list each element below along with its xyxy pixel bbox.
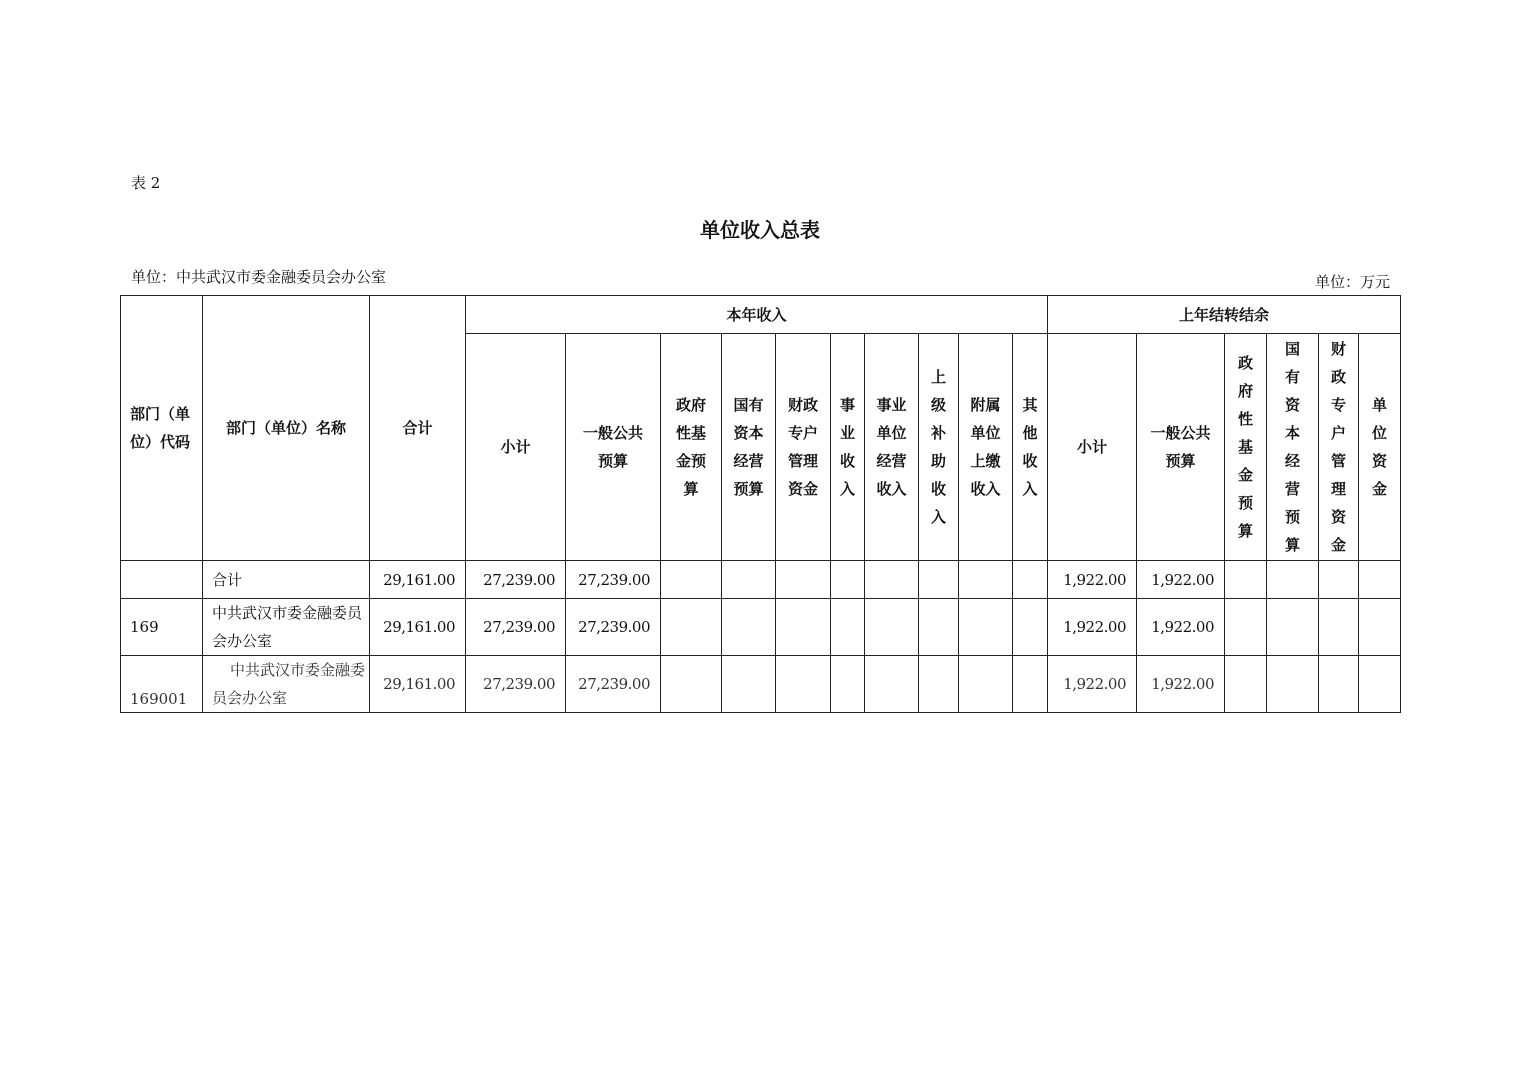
cell-carry-general: 1,922.00 [1137,599,1225,656]
header-current-year-income: 本年收入 [466,296,1048,334]
table-row-total [121,561,1401,599]
cell-carry-subtotal: 1,922.00 [1048,656,1137,713]
header-cur-fiscal-account-funds: 财政专户管理资金 [776,334,831,561]
header-cur-business-income: 事业收入 [831,334,865,561]
cell-cur-general: 27,239.00 [566,656,661,713]
cell-carry-general: 1,922.00 [1137,561,1225,599]
table-number-label: 表 2 [131,174,161,192]
header-carry-subtotal: 小计 [1048,334,1137,561]
currency-unit-label: 单位：万元 [1314,273,1390,291]
header-cur-general-budget: 一般公共预算 [566,334,661,561]
income-summary-table [120,295,1401,713]
cell-total: 29,161.00 [370,599,466,656]
header-dept-code: 部门（单位）代码 [121,296,203,561]
cell-carry-subtotal: 1,922.00 [1048,561,1137,599]
header-cur-superior-subsidy: 上级补助收入 [919,334,959,561]
header-cur-state-capital-budget: 国有资本经营预算 [722,334,776,561]
cell-name: 中共武汉市委金融委员会办公室 [203,599,370,656]
cell-cur-subtotal: 27,239.00 [466,656,566,713]
header-total: 合计 [370,296,466,561]
cell-total: 29,161.00 [370,656,466,713]
table-row-dept [121,599,1401,656]
cell-code: 169001 [121,656,203,713]
header-carry-unit-funds: 单位资金 [1359,334,1401,561]
cell-cur-subtotal: 27,239.00 [466,561,566,599]
header-cur-gov-fund-budget: 政府性基金预算 [661,334,722,561]
cell-cur-subtotal: 27,239.00 [466,599,566,656]
cell-carry-subtotal: 1,922.00 [1048,599,1137,656]
header-cur-other-income: 其他收入 [1013,334,1048,561]
cell-total: 29,161.00 [370,561,466,599]
cell-code: 169 [121,599,203,656]
header-carry-gov-fund-budget: 政府性基金预算 [1225,334,1267,561]
cell-name: 合计 [203,561,370,599]
header-cur-unit-operating-income: 事业单位经营收入 [865,334,919,561]
cell-code [121,561,203,599]
cell-cur-general: 27,239.00 [566,561,661,599]
header-carry-state-capital-budget: 国有资本经营预算 [1267,334,1319,561]
cell-cur-general: 27,239.00 [566,599,661,656]
page-title: 单位收入总表 [700,218,820,242]
table-row-unit [121,656,1401,713]
header-carryover: 上年结转结余 [1048,296,1401,334]
header-carry-general-budget: 一般公共预算 [1137,334,1225,561]
header-dept-name: 部门（单位）名称 [203,296,370,561]
header-cur-affiliate-remittance: 附属单位上缴收入 [959,334,1013,561]
header-carry-fiscal-account-funds: 财政专户管理资金 [1319,334,1359,561]
cell-name: 中共武汉市委金融委员会办公室 [203,656,370,713]
cell-carry-general: 1,922.00 [1137,656,1225,713]
organization-label: 单位：中共武汉市委金融委员会办公室 [131,268,387,286]
header-cur-subtotal: 小计 [466,334,566,561]
